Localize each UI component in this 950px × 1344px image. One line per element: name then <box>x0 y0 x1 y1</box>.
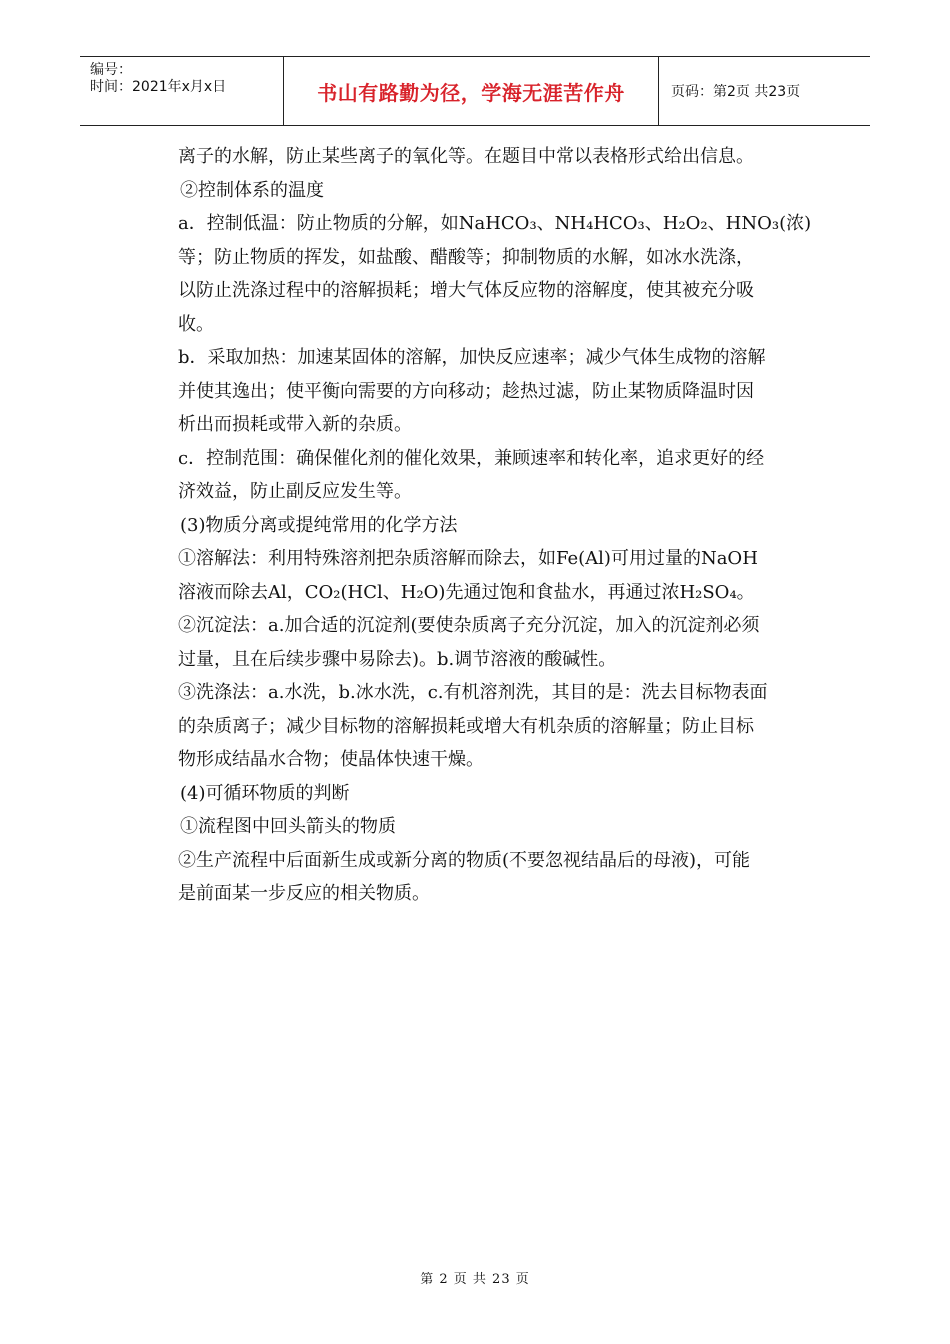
time-label: 时间：2021年x月x日 <box>90 79 227 95</box>
text-line: 过量，且在后续步骤中易除去)。b.调节溶液的酸碱性。 <box>178 648 617 670</box>
text-line: ②沉淀法：a.加合适的沉淀剂(要使杂质离子充分沉淀，加入的沉淀剂必须 <box>178 615 760 636</box>
page-footer: 第 2 页 共 23 页 <box>420 1272 530 1287</box>
text-line: 以防止洗涤过程中的溶解损耗；增大气体反应物的溶解度，使其被充分吸 <box>178 280 754 301</box>
page-header <box>80 56 870 126</box>
header-motto: 书山有路勤为径，学海无涯苦作舟 <box>283 57 659 125</box>
text-line: 等；防止物质的挥发，如盐酸、醋酸等；抑制物质的水解，如冰水洗涤， <box>178 246 754 268</box>
text-line: a．控制低温：防止物质的分解，如NaHCO₃、NH₄HCO₃、H₂O₂、HNO₃(浓) <box>178 213 812 234</box>
text-line: 收。 <box>178 313 214 335</box>
text-line: ②控制体系的温度 <box>180 179 324 201</box>
text-line: c．控制范围：确保催化剂的催化效果，兼顾速率和转化率，追求更好的经 <box>178 447 765 469</box>
document-body <box>178 140 810 911</box>
text-line: 的杂质离子；减少目标物的溶解损耗或增大有机杂质的溶解量；防止目标 <box>178 715 754 737</box>
header-page-info: 页码：第2页 共23页 <box>671 84 801 100</box>
number-label: 编号： <box>90 62 132 78</box>
section-heading: (3)物质分离或提纯常用的化学方法 <box>180 514 458 536</box>
text-line: b．采取加热：加速某固体的溶解，加快反应速率；减少气体生成物的溶解 <box>178 347 766 368</box>
text-line: 物形成结晶水合物；使晶体快速干燥。 <box>178 749 484 770</box>
text-line: 析出而损耗或带入新的杂质。 <box>178 414 412 435</box>
text-line: 溶液而除去Al，CO₂(HCl、H₂O)先通过饱和食盐水，再通过浓H₂SO₄。 <box>178 581 755 603</box>
text-line: 离子的水解，防止某些离子的氧化等。在题目中常以表格形式给出信息。 <box>178 146 754 167</box>
text-line: ②生产流程中后面新生成或新分离的物质(不要忽视结晶后的母液)，可能 <box>178 849 751 871</box>
text-line: ①溶解法：利用特殊溶剂把杂质溶解而除去，如Fe(Al)可用过量的NaOH <box>178 548 758 569</box>
text-line: ③洗涤法：a.水洗，b.冰水洗，c.有机溶剂洗，其目的是：洗去目标物表面 <box>178 682 768 703</box>
section-heading: (4)可循环物质的判断 <box>180 782 350 804</box>
text-line: 并使其逸出；使平衡向需要的方向移动；趁热过滤，防止某物质降温时因 <box>178 380 754 402</box>
text-line: ①流程图中回头箭头的物质 <box>180 816 396 837</box>
header-meta <box>80 57 283 125</box>
text-line: 济效益，防止副反应发生等。 <box>178 481 412 502</box>
text-line: 是前面某一步反应的相关物质。 <box>178 883 430 904</box>
